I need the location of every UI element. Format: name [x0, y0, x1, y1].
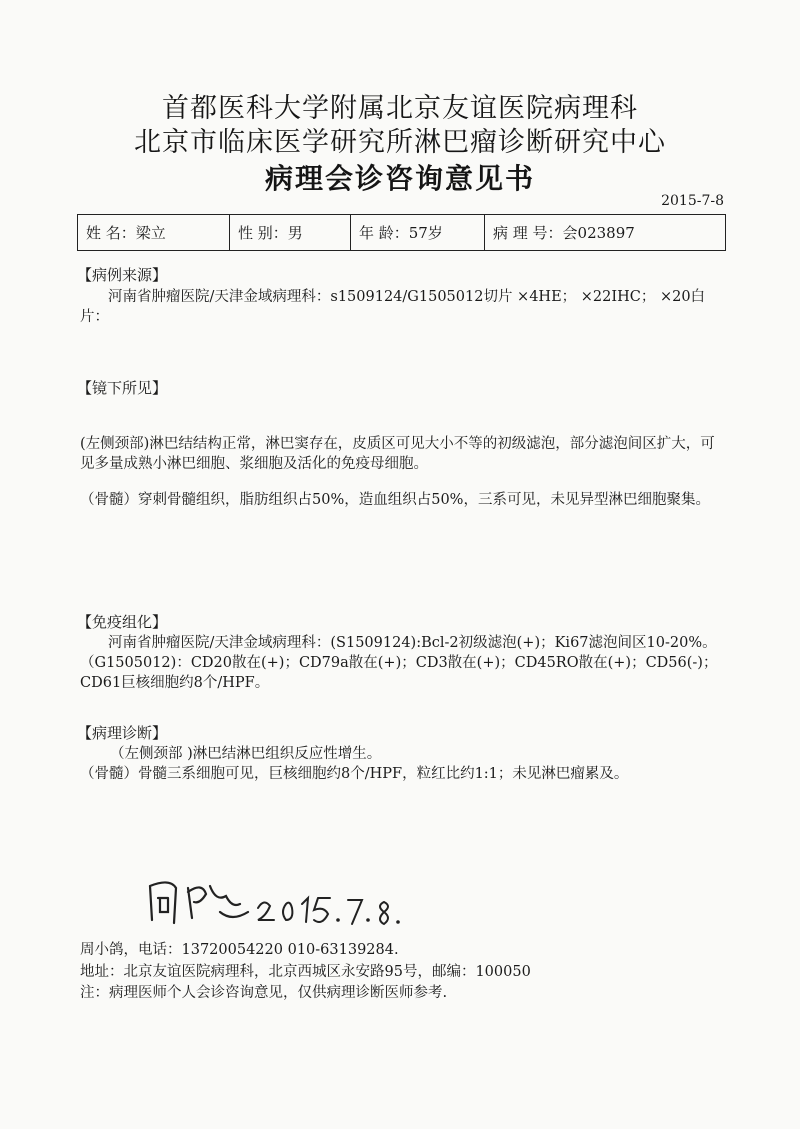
microscopy-lymph-node-text: (左侧颈部)淋巴结结构正常，淋巴窦存在，皮质区可见大小不等的初级滤泡，部分滤泡间区扩大，可见多量成熟小淋巴细胞、浆细胞及活化的免疫母细胞。	[80, 436, 715, 472]
patient-age: 年 龄：57岁	[351, 215, 485, 250]
ihc-heading: 【免疫组化】	[77, 613, 168, 631]
microscopy-heading: 【镜下所见】	[77, 379, 168, 397]
document-title: 病理会诊咨询意见书	[264, 162, 535, 195]
disclaimer-note: 注：病理医师个人会诊咨询意见，仅供病理诊断医师参考.	[80, 985, 448, 1001]
microscopy-bone-marrow-text: （骨髓）穿刺骨髓组织，脂肪组织占50%，造血组织占50%，三系可见，未见异型淋巴细胞聚集。	[80, 492, 710, 508]
research-center-title: 北京市临床医学研究所淋巴瘤诊断研究中心	[134, 127, 666, 158]
case-source-text: 河南省肿瘤医院/天津金域病理科：s1509124/G1505012切片 ×4HE； ×22IHC； ×20白片：	[80, 289, 706, 325]
diagnosis-bone-marrow: （骨髓）骨髓三系细胞可见，巨核细胞约8个/HPF，粒红比约1:1；未见淋巴瘤累及。	[80, 766, 629, 782]
diagnosis-heading: 【病理诊断】	[77, 724, 168, 742]
hospital-department-title: 首都医科大学附属北京友谊医院病理科	[162, 93, 638, 124]
patient-name: 姓 名：梁立	[78, 215, 230, 250]
handwritten-signature	[140, 868, 420, 938]
pathology-number: 病 理 号：会023897	[493, 224, 635, 242]
contact-line: 周小鸽，电话：13720054220 010-63139284.	[80, 942, 399, 958]
signature-drawing	[140, 868, 420, 938]
address-line: 地址：北京友谊医院病理科，北京西城区永安路95号，邮编：100050	[80, 964, 531, 980]
patient-sex: 性 别：男	[230, 215, 351, 250]
report-date: 2015-7-8	[661, 193, 724, 209]
diagnosis-lymph-node: （左侧颈部 )淋巴结淋巴组织反应性增生。	[110, 746, 382, 762]
case-source-heading: 【病例来源】	[77, 266, 168, 284]
ihc-text: 河南省肿瘤医院/天津金域病理科：(S1509124):Bcl-2初级滤泡(+)；Ki67滤泡间区10-20%。（G1505012)：CD20散在(+)；CD79a散在(+)；CD3散在(+)；CD45RO散在(+)；CD56(-)；CD61巨核细胞约8个/HPF。	[80, 635, 718, 691]
patient-info-table	[77, 214, 726, 251]
